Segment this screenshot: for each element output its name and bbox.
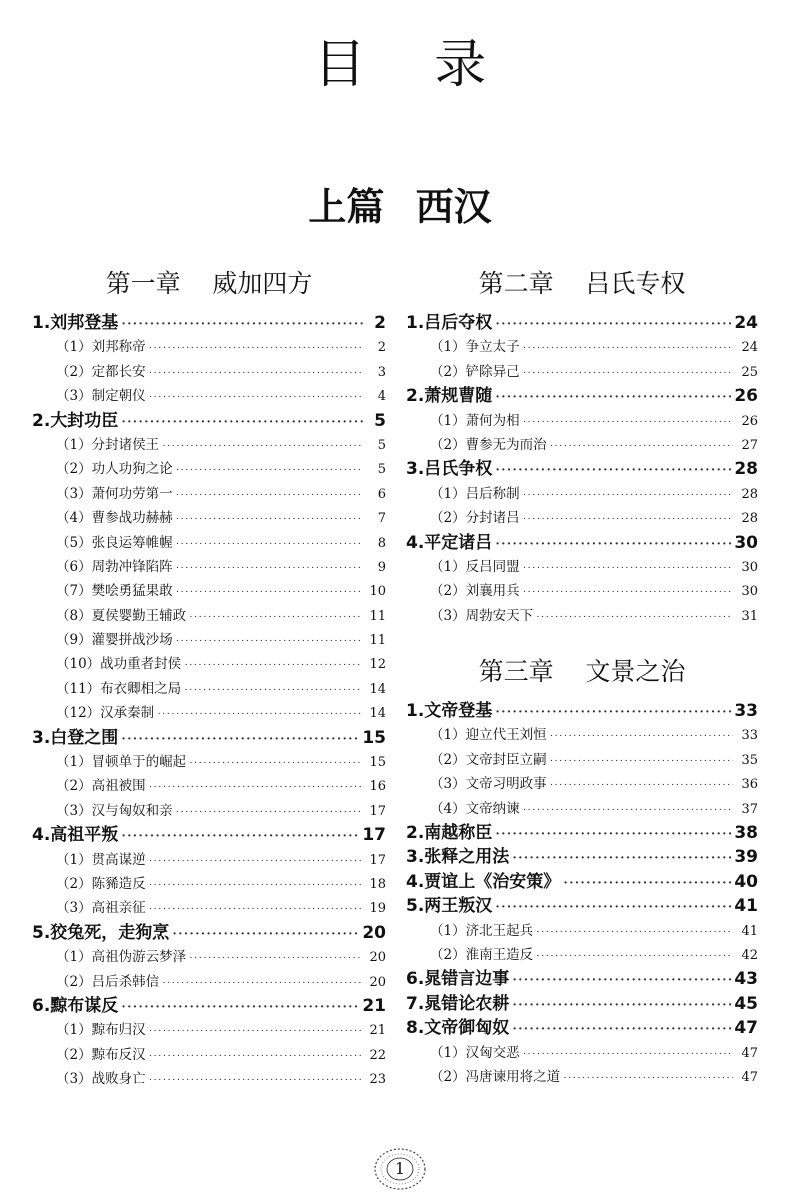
toc-subsection-entry[interactable] bbox=[32, 1043, 386, 1067]
entry-page-number: 30 bbox=[741, 559, 758, 575]
dot-leader bbox=[121, 411, 363, 435]
entry-page-number: 33 bbox=[741, 728, 758, 744]
dot-leader bbox=[536, 920, 733, 944]
dot-leader bbox=[536, 944, 733, 968]
toc-subsection-entry[interactable] bbox=[32, 555, 386, 579]
entry-page-number: 22 bbox=[369, 1047, 386, 1063]
entry-page-number: 37 bbox=[741, 801, 758, 817]
dot-leader bbox=[495, 459, 731, 483]
entry-page-number: 33 bbox=[734, 701, 758, 722]
toc-subsection-entry[interactable] bbox=[32, 628, 386, 652]
entry-title: 2.萧规曹随 bbox=[406, 386, 493, 407]
toc-subsection-entry[interactable] bbox=[32, 750, 386, 774]
dot-leader bbox=[550, 434, 733, 458]
entry-page-number: 42 bbox=[741, 947, 758, 963]
toc-subsection-entry[interactable] bbox=[406, 506, 758, 530]
entry-title: 6.晁错言边事 bbox=[406, 969, 510, 990]
dot-leader bbox=[495, 896, 731, 920]
toc-subsection-entry[interactable] bbox=[32, 1018, 386, 1042]
entry-page-number: 8 bbox=[377, 535, 386, 551]
entry-page-number: 19 bbox=[369, 901, 386, 917]
dot-leader bbox=[523, 798, 733, 822]
entry-title: 4.贾谊上《治安策》 bbox=[406, 871, 561, 892]
entry-page-number: 41 bbox=[734, 896, 758, 917]
toc-subsection-entry[interactable] bbox=[32, 896, 386, 920]
entry-title: （3）萧何功劳第一 bbox=[56, 485, 173, 502]
toc-section-entry[interactable] bbox=[406, 699, 758, 723]
toc-section-entry[interactable] bbox=[406, 845, 758, 869]
toc-subsection-entry[interactable] bbox=[406, 482, 758, 506]
dot-leader bbox=[149, 361, 361, 385]
toc-section-entry[interactable] bbox=[406, 1016, 758, 1040]
entry-title: （3）制定朝仪 bbox=[56, 388, 146, 405]
entry-page-number: 20 bbox=[369, 950, 386, 966]
toc-section-entry[interactable] bbox=[406, 311, 758, 335]
dot-leader bbox=[176, 580, 361, 604]
entry-page-number: 17 bbox=[369, 803, 386, 819]
dot-leader bbox=[149, 775, 361, 799]
entry-page-number: 26 bbox=[734, 386, 758, 407]
toc-subsection-entry[interactable] bbox=[32, 360, 386, 384]
entry-title: （1）萧何为相 bbox=[430, 412, 520, 429]
dot-leader bbox=[523, 361, 733, 385]
dot-leader bbox=[563, 1066, 733, 1090]
entry-title: （12）汉承秦制 bbox=[56, 705, 155, 722]
entry-page-number: 45 bbox=[734, 993, 758, 1014]
dot-leader bbox=[495, 533, 731, 557]
entry-title: （1）贯高谋逆 bbox=[56, 851, 146, 868]
entry-page-number: 16 bbox=[369, 779, 386, 795]
entry-title: 2.大封功臣 bbox=[32, 410, 119, 431]
entry-page-number: 24 bbox=[741, 340, 758, 356]
entry-page-number: 4 bbox=[377, 389, 386, 405]
toc-subsection-entry[interactable] bbox=[406, 579, 758, 603]
dot-leader bbox=[523, 507, 733, 531]
entry-page-number: 43 bbox=[734, 969, 758, 990]
entry-page-number: 14 bbox=[369, 706, 386, 722]
dot-leader bbox=[162, 434, 361, 458]
toc-section-entry[interactable] bbox=[406, 894, 758, 918]
entry-title: （2）曹参无为而治 bbox=[430, 436, 547, 453]
toc-section-entry[interactable] bbox=[406, 384, 758, 408]
dot-leader bbox=[550, 749, 733, 773]
dot-leader bbox=[149, 897, 361, 921]
toc-subsection-entry[interactable] bbox=[32, 872, 386, 896]
toc-column-right bbox=[406, 262, 758, 1089]
toc-subsection-entry[interactable] bbox=[406, 555, 758, 579]
entry-page-number: 41 bbox=[741, 923, 758, 939]
toc-subsection-entry[interactable] bbox=[32, 970, 386, 994]
entry-title: 3.吕氏争权 bbox=[406, 459, 493, 480]
dot-leader bbox=[523, 580, 733, 604]
toc-subsection-entry[interactable] bbox=[32, 384, 386, 408]
toc-subsection-entry[interactable] bbox=[32, 604, 386, 628]
entry-title: （1）分封诸侯王 bbox=[56, 436, 160, 453]
dot-leader bbox=[495, 701, 731, 725]
entry-page-number: 38 bbox=[734, 823, 758, 844]
dot-leader bbox=[121, 728, 359, 752]
dot-leader bbox=[121, 825, 359, 849]
dot-leader bbox=[523, 1042, 733, 1066]
entry-title: 2.南越称臣 bbox=[406, 823, 493, 844]
entry-title: （7）樊哙勇猛果敢 bbox=[56, 583, 173, 600]
entry-title: （2）功人功狗之论 bbox=[56, 461, 173, 478]
dot-leader bbox=[162, 971, 361, 995]
toc-section-entry[interactable] bbox=[406, 870, 758, 894]
toc-subsection-entry[interactable] bbox=[406, 1065, 758, 1089]
entry-title: （2）文帝封臣立嗣 bbox=[430, 751, 547, 768]
dot-leader bbox=[176, 483, 361, 507]
dot-leader bbox=[495, 823, 731, 847]
entry-title: 5.狡兔死，走狗烹 bbox=[32, 922, 170, 943]
dot-leader bbox=[550, 724, 733, 748]
entry-page-number: 2 bbox=[377, 340, 386, 356]
dot-leader bbox=[189, 605, 361, 629]
dot-leader bbox=[176, 458, 361, 482]
dot-leader bbox=[523, 483, 733, 507]
entry-page-number: 11 bbox=[369, 608, 386, 624]
entry-page-number: 28 bbox=[741, 486, 758, 502]
entry-page-number: 11 bbox=[369, 633, 386, 649]
dot-leader bbox=[184, 678, 361, 702]
entry-title: 1.刘邦登基 bbox=[32, 313, 119, 333]
dot-leader bbox=[512, 969, 731, 993]
entry-title: （1）争立太子 bbox=[430, 339, 520, 356]
toc-subsection-entry[interactable] bbox=[32, 677, 386, 701]
dot-leader bbox=[523, 556, 733, 580]
dot-leader bbox=[121, 996, 359, 1020]
dot-leader bbox=[157, 702, 361, 726]
toc-subsection-entry[interactable] bbox=[32, 457, 386, 481]
entry-title: 1.吕后夺权 bbox=[406, 313, 493, 333]
toc-subsection-entry[interactable] bbox=[32, 335, 386, 359]
dot-leader bbox=[512, 1018, 731, 1042]
entry-page-number: 7 bbox=[377, 511, 386, 527]
toc-section-entry[interactable] bbox=[406, 992, 758, 1016]
dot-leader bbox=[176, 532, 361, 556]
entry-title: （3）高祖亲征 bbox=[56, 900, 146, 917]
toc-section-entry[interactable] bbox=[406, 821, 758, 845]
entry-title: 7.晁错论农耕 bbox=[406, 993, 510, 1014]
toc-section-entry[interactable] bbox=[32, 311, 386, 335]
dot-leader bbox=[149, 336, 361, 360]
entry-page-number: 21 bbox=[369, 1023, 386, 1039]
entry-page-number: 31 bbox=[741, 608, 758, 624]
toc-section-entry[interactable] bbox=[32, 994, 386, 1018]
entry-page-number: 17 bbox=[362, 825, 386, 846]
entry-title: （3）战败身亡 bbox=[56, 1071, 146, 1088]
entry-title: （8）夏侯婴勤王辅政 bbox=[56, 607, 187, 624]
toc-section-entry[interactable] bbox=[32, 921, 386, 945]
entry-title: （6）周勃冲锋陷阵 bbox=[56, 558, 173, 575]
entry-page-number: 24 bbox=[734, 313, 758, 333]
entry-title: （1）刘邦称帝 bbox=[56, 339, 146, 356]
toc-subsection-entry[interactable] bbox=[406, 1041, 758, 1065]
toc-subsection-entry[interactable] bbox=[32, 701, 386, 725]
entry-page-number: 47 bbox=[741, 1069, 758, 1085]
dot-leader bbox=[512, 847, 731, 871]
entry-page-number: 25 bbox=[741, 364, 758, 380]
entry-page-number: 5 bbox=[377, 462, 386, 478]
entry-title: （1）迎立代王刘恒 bbox=[430, 727, 547, 744]
page-number: 1 bbox=[394, 1159, 406, 1178]
entry-title: （3）汉与匈奴和亲 bbox=[56, 802, 173, 819]
entry-title: （2）定都长安 bbox=[56, 363, 146, 380]
entry-title: 4.平定诸吕 bbox=[406, 532, 493, 553]
dot-leader bbox=[189, 751, 361, 775]
entry-title: 3.白登之围 bbox=[32, 727, 119, 748]
toc-subsection-entry[interactable] bbox=[406, 723, 758, 747]
entry-title: （2）分封诸吕 bbox=[430, 510, 520, 527]
toc-subsection-entry[interactable] bbox=[406, 409, 758, 433]
toc-subsection-entry[interactable] bbox=[32, 506, 386, 530]
dot-leader bbox=[523, 410, 733, 434]
dot-leader bbox=[149, 1019, 361, 1043]
toc-subsection-entry[interactable] bbox=[32, 1067, 386, 1091]
toc-subsection-entry[interactable] bbox=[406, 748, 758, 772]
chapter-heading: 第二章 吕氏专权 bbox=[478, 269, 686, 298]
entry-page-number: 5 bbox=[374, 410, 386, 431]
entry-page-number: 15 bbox=[369, 755, 386, 771]
entry-title: 6.黥布谋反 bbox=[32, 995, 119, 1016]
entry-title: （2）高祖被围 bbox=[56, 778, 146, 795]
toc-subsection-entry[interactable] bbox=[32, 774, 386, 798]
chapter-heading: 第三章 文景之治 bbox=[478, 657, 686, 687]
toc-subsection-entry[interactable] bbox=[32, 652, 386, 676]
dot-leader bbox=[149, 385, 361, 409]
entry-page-number: 5 bbox=[377, 437, 386, 453]
entry-page-number: 28 bbox=[734, 459, 758, 480]
entry-title: 5.两王叛汉 bbox=[406, 896, 493, 917]
toc-subsection-entry[interactable] bbox=[406, 919, 758, 943]
toc-subsection-entry[interactable] bbox=[406, 360, 758, 384]
entry-page-number: 30 bbox=[734, 532, 758, 553]
entry-title: （4）曹参战功赫赫 bbox=[56, 510, 173, 527]
entry-page-number: 2 bbox=[374, 313, 386, 333]
entry-page-number: 10 bbox=[369, 584, 386, 600]
entry-page-number: 17 bbox=[369, 852, 386, 868]
entry-title: （2）黥布反汉 bbox=[56, 1046, 146, 1063]
entry-page-number: 30 bbox=[741, 584, 758, 600]
entry-page-number: 47 bbox=[741, 1045, 758, 1061]
entry-title: （1）反吕同盟 bbox=[430, 558, 520, 575]
toc-section-entry[interactable] bbox=[32, 409, 386, 433]
toc-subsection-entry[interactable] bbox=[32, 799, 386, 823]
entry-page-number: 18 bbox=[369, 876, 386, 892]
toc-section-entry[interactable] bbox=[32, 726, 386, 750]
entry-title: （2）吕后杀韩信 bbox=[56, 973, 160, 990]
toc-section-entry[interactable] bbox=[406, 531, 758, 555]
entry-page-number: 9 bbox=[377, 559, 386, 575]
entry-title: 3.张释之用法 bbox=[406, 847, 510, 868]
dot-leader bbox=[536, 605, 733, 629]
entry-title: （5）张良运筹帷幄 bbox=[56, 534, 173, 551]
page-number-ornament bbox=[370, 1146, 430, 1192]
entry-page-number: 39 bbox=[734, 847, 758, 868]
toc-subsection-entry[interactable] bbox=[32, 531, 386, 555]
toc-subsection-entry[interactable] bbox=[32, 945, 386, 969]
entry-page-number: 40 bbox=[734, 871, 758, 892]
entry-title: 4.高祖平叛 bbox=[32, 825, 119, 846]
entry-page-number: 3 bbox=[377, 364, 386, 380]
dot-leader bbox=[176, 507, 361, 531]
entry-page-number: 47 bbox=[734, 1018, 758, 1039]
page-title: 目 录 bbox=[313, 35, 513, 95]
entry-page-number: 27 bbox=[741, 437, 758, 453]
toc-subsection-entry[interactable] bbox=[32, 482, 386, 506]
dot-leader bbox=[176, 629, 361, 653]
dot-leader bbox=[512, 994, 731, 1018]
toc-column-left bbox=[32, 262, 386, 1092]
entry-page-number: 6 bbox=[377, 486, 386, 502]
dot-leader bbox=[184, 653, 361, 677]
toc-subsection-entry[interactable] bbox=[406, 772, 758, 796]
part-title: 上篇 西汉 bbox=[308, 185, 492, 229]
entry-title: （3）周勃安天下 bbox=[430, 607, 534, 624]
dot-leader bbox=[523, 336, 733, 360]
entry-title: （1）吕后称制 bbox=[430, 485, 520, 502]
dot-leader bbox=[495, 386, 731, 410]
dot-leader bbox=[176, 800, 361, 824]
toc-subsection-entry[interactable] bbox=[32, 579, 386, 603]
dot-leader bbox=[149, 1044, 361, 1068]
entry-title: （1）济北王起兵 bbox=[430, 922, 534, 939]
toc-subsection-entry[interactable] bbox=[406, 335, 758, 359]
entry-page-number: 28 bbox=[741, 511, 758, 527]
dot-leader bbox=[149, 873, 361, 897]
entry-page-number: 21 bbox=[362, 995, 386, 1016]
dot-leader bbox=[189, 946, 361, 970]
entry-page-number: 12 bbox=[369, 657, 386, 673]
toc-section-entry[interactable] bbox=[32, 823, 386, 847]
toc-subsection-entry[interactable] bbox=[32, 433, 386, 457]
entry-page-number: 26 bbox=[741, 413, 758, 429]
entry-page-number: 20 bbox=[369, 974, 386, 990]
chapter-heading: 第一章 威加四方 bbox=[105, 269, 313, 298]
entry-title: （4）文帝纳谏 bbox=[430, 800, 520, 817]
toc-subsection-entry[interactable] bbox=[406, 433, 758, 457]
entry-page-number: 35 bbox=[741, 752, 758, 768]
entry-title: （10）战功重者封侯 bbox=[56, 656, 182, 673]
toc-subsection-entry[interactable] bbox=[406, 943, 758, 967]
toc-section-entry[interactable] bbox=[406, 457, 758, 481]
entry-title: （1）高祖伪游云梦泽 bbox=[56, 949, 187, 966]
entry-title: （2）冯唐谏用将之道 bbox=[430, 1068, 561, 1085]
dot-leader bbox=[149, 849, 361, 873]
dot-leader bbox=[121, 313, 363, 337]
entry-title: （9）灌婴拼战沙场 bbox=[56, 632, 173, 649]
toc-subsection-entry[interactable] bbox=[32, 848, 386, 872]
entry-page-number: 15 bbox=[362, 727, 386, 748]
entry-page-number: 14 bbox=[369, 681, 386, 697]
entry-page-number: 36 bbox=[741, 777, 758, 793]
toc-section-entry[interactable] bbox=[406, 967, 758, 991]
entry-title: 8.文帝御匈奴 bbox=[406, 1018, 510, 1039]
entry-title: （2）淮南王造反 bbox=[430, 946, 534, 963]
entry-title: （1）汉匈交恶 bbox=[430, 1044, 520, 1061]
entry-title: （2）刘襄用兵 bbox=[430, 583, 520, 600]
dot-leader bbox=[172, 923, 359, 947]
dot-leader bbox=[149, 1068, 361, 1092]
entry-page-number: 20 bbox=[362, 922, 386, 943]
dot-leader bbox=[550, 773, 733, 797]
toc-subsection-entry[interactable] bbox=[406, 797, 758, 821]
entry-title: （1）冒顿单于的崛起 bbox=[56, 754, 187, 771]
entry-page-number: 23 bbox=[369, 1072, 386, 1088]
entry-title: （11）布衣卿相之局 bbox=[56, 680, 182, 697]
dot-leader bbox=[495, 313, 731, 337]
dot-leader bbox=[176, 556, 361, 580]
entry-title: （3）文帝习明政事 bbox=[430, 776, 547, 793]
dot-leader bbox=[563, 872, 731, 896]
entry-title: （2）陈豨造反 bbox=[56, 875, 146, 892]
entry-title: 1.文帝登基 bbox=[406, 701, 493, 722]
entry-title: （1）黥布归汉 bbox=[56, 1022, 146, 1039]
entry-title: （2）铲除异己 bbox=[430, 363, 520, 380]
toc-subsection-entry[interactable] bbox=[406, 604, 758, 628]
